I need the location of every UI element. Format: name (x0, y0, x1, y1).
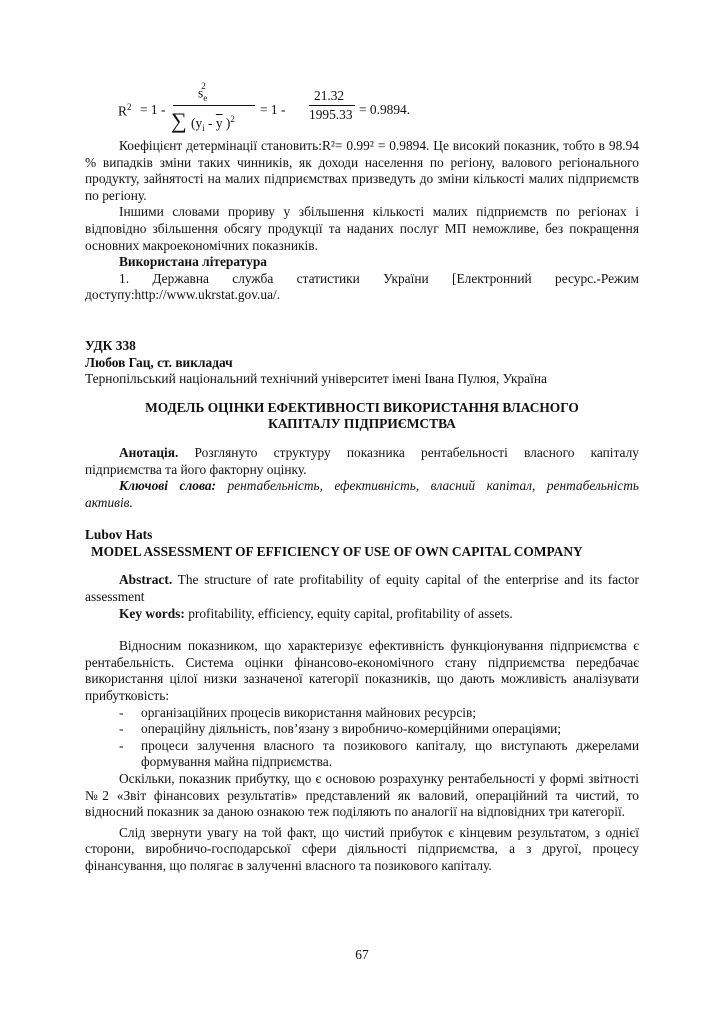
r-squared-formula (85, 80, 639, 132)
formula-fraction-line-1 (173, 105, 255, 106)
list-item: - процеси залучення власного та позикового капіталу, що виступають джерелами формування майна підприємства. (119, 737, 639, 770)
affiliation: Тернопільський національний технічний університет імені Івана Пулюя, Україна (85, 371, 547, 387)
title-ua: МОДЕЛЬ ОЦІНКИ ЕФЕКТИВНОСТІ ВИКОРИСТАННЯ ВЛАСНОГО КАПІТАЛУ ПІДПРИЄМСТВА (145, 399, 579, 432)
body-paragraph-2: Оскільки, показник прибутку, що є основою розрахунку рентабельності у формі звітності №2 «Звіт фінансових результатів» представлений як валовий, операційний та чистий, то відносний показник за даною ознакою теж поділяють по аналогії на відповідних три категорії. (85, 771, 639, 820)
body-paragraph-1: Відносним показником, що характеризує ефективність функціонування підприємства є рентабельність. Система оцінки фінансово-економічного стану підприємства передбачає використання цілої низки зазначеної категорії показників, що дають можливість аналізувати прибутковість: (85, 638, 639, 704)
formula-num2: 21.32 (314, 88, 345, 103)
list-item: - операційну діяльність, пов’язану з виробничо-комерційними операціями; (119, 721, 562, 737)
formula-eq1: = 1 - (140, 102, 166, 117)
formula-lhs: $R^2$ (118, 102, 132, 119)
formula-result: = 0.9894. (359, 102, 411, 117)
reference-item: 1. Державна служба статистики України [Електронний ресурс.-Режим доступу:http://www.ukrstat.gov.ua/. (85, 270, 639, 303)
formula-sigma: ∑ (171, 108, 187, 133)
author-en: Lubov Hats (85, 527, 153, 543)
determination-paragraph: Коефіцієнт детермінації становить:R²= 0.99² = 0.9894. Це високий показник, тобто в 98.94 % випадків зміни таких чинників, як доходи населення по регіону, валового регіонального продукту, зайнятості на малих підприємствах призведуть до зміни кількості малих підприємств по регіону. (85, 138, 639, 203)
title-en: MODEL ASSESSMENT OF EFFICIENCY OF USE OF OWN CAPITAL COMPANY (91, 543, 583, 559)
conclusion-paragraph: Іншими словами прориву у збільшення кількості малих підприємств по регіонах і відповідно збільшення обсягу продукції та наданих послуг МП неможливе, без покращення основних макроекономічних показників. (85, 204, 639, 253)
annotation: Анотація. Розглянуто структуру показника рентабельності власного капіталу підприємства та його факторну оцінку. (85, 444, 639, 477)
abstract-en: Abstract. The structure of rate profitability of equity capital of the enterprise and its factor assessment (85, 572, 639, 605)
page-number: 67 (355, 947, 369, 962)
formula-num1: $s_e^2$ (198, 81, 208, 104)
keywords-ua: Ключові слова: рентабельність, ефективність, власний капітал, рентабельність активів. (85, 478, 639, 510)
keywords-en: Key words: profitability, efficiency, equity capital, profitability of assets. (119, 605, 513, 621)
document-page (85, 80, 639, 875)
formula-den2: 1995.33 (309, 107, 353, 122)
references-heading: Використана література (119, 254, 267, 270)
formula-eq2: = 1 - (260, 102, 286, 117)
udk-code: УДК 338 (85, 337, 136, 353)
formula-fraction-line-2 (309, 105, 355, 106)
body-paragraph-3: Слід звернути увагу на той факт, що чистий прибуток є кінцевим результатом, з однієї сторони, виробничо-господарської сфери діяльності підприємства, а з другої, процесу фінансування, що полягає в залученні власного та позикового капіталу. (85, 824, 639, 873)
formula-den1: ($y_i - \overline{y}$ )$^2$ (191, 114, 235, 134)
author-ua: Любов Гац, ст. викладач (85, 354, 233, 370)
list-item: - організаційних процесів використання майнових ресурсів; (119, 704, 477, 720)
